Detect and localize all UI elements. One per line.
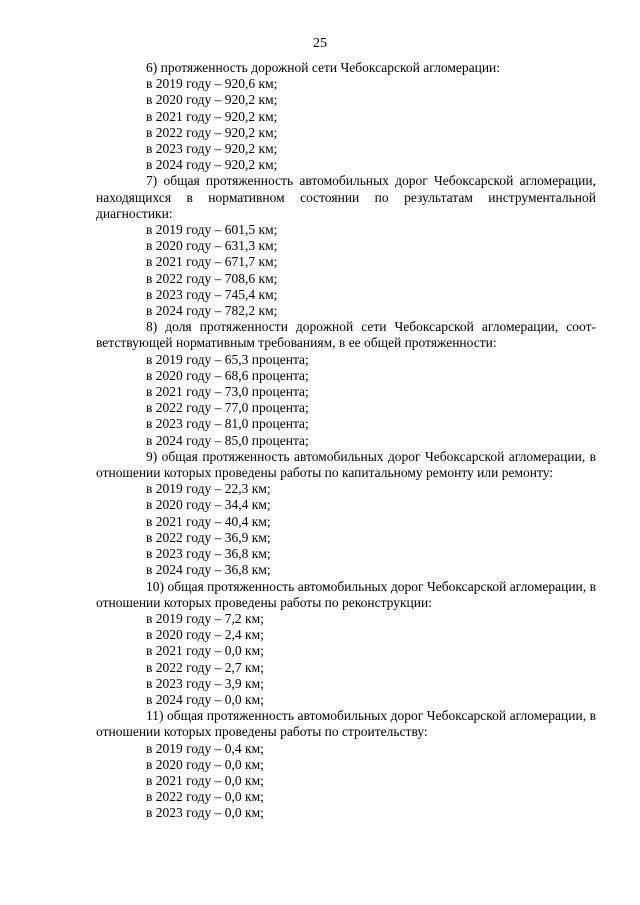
- list-item: в 2022 году – 2,7 км;: [146, 659, 264, 675]
- list-item: в 2020 году – 34,4 км;: [146, 497, 271, 513]
- list-item: в 2024 году – 36,8 км;: [146, 562, 271, 578]
- list-item: в 2023 году – 81,0 процента;: [146, 416, 309, 432]
- list-item: в 2021 году – 0,0 км;: [146, 772, 264, 788]
- list-item: в 2021 году – 671,7 км;: [146, 254, 278, 270]
- list-item: в 2023 году – 0,0 км;: [146, 805, 264, 821]
- list-item: в 2024 году – 85,0 процента;: [146, 432, 309, 448]
- list-item: в 2020 году – 68,6 процента;: [146, 367, 309, 383]
- list-item: в 2022 году – 708,6 км;: [146, 270, 278, 286]
- list-item: в 2019 году – 65,3 процента;: [146, 351, 309, 367]
- list-item: в 2020 году – 0,0 км;: [146, 756, 264, 772]
- list-item: в 2021 году – 73,0 процента;: [146, 384, 309, 400]
- list-item: в 2022 году – 920,2 км;: [146, 124, 278, 140]
- section-heading: 6) протяженность дорожной сети Чебоксарской агломерации:: [146, 60, 501, 75]
- list-item: в 2019 году – 920,6 км;: [146, 76, 278, 92]
- list-item: в 2022 году – 77,0 процента;: [146, 400, 309, 416]
- list-item: в 2023 году – 920,2 км;: [146, 141, 278, 157]
- list-item: в 2019 году – 7,2 км;: [146, 610, 264, 626]
- list-item: в 2023 году – 36,8 км;: [146, 546, 271, 562]
- list-item: в 2020 году – 2,4 км;: [146, 627, 264, 643]
- section-heading: 9) общая протяженность автомобильных дорог Чебоксарской агломерации, в отношении которых проведены работы по капитальному ремонту или ремонту:: [96, 448, 596, 481]
- section-heading: 11) общая протяженность автомобильных дорог Чебоксарской агломерации, в отношении которых проведены работы по строительству:: [96, 708, 596, 740]
- list-item: в 2022 году – 36,9 км;: [146, 529, 271, 545]
- section-heading: 10) общая протяженность автомобильных дорог Чебоксарской агломерации, в отношении которых проведены работы по реконструкции:: [96, 578, 596, 610]
- list-item: в 2024 году – 782,2 км;: [146, 303, 278, 319]
- list-item: в 2023 году – 745,4 км;: [146, 286, 278, 302]
- section-heading: 7) общая протяженность автомобильных дорог Чебоксарской агломерации, находящихся в нормативном состоянии по результатам инструментальной диагностики:: [96, 173, 596, 221]
- document-body: [96, 60, 596, 822]
- list-item: в 2023 году – 3,9 км;: [146, 675, 264, 691]
- list-item: в 2024 году – 920,2 км;: [146, 157, 278, 173]
- list-item: в 2019 году – 601,5 км;: [146, 222, 278, 238]
- page-number: 25: [313, 36, 327, 51]
- section-heading: 8) доля протяженности дорожной сети Чебоксарской агломерации, соответствующей нормативным требованиям, в ее общей протяженности:: [96, 319, 596, 351]
- list-item: в 2020 году – 631,3 км;: [146, 238, 278, 254]
- list-item: в 2021 году – 920,2 км;: [146, 108, 278, 124]
- list-item: в 2019 году – 0,4 км;: [146, 740, 264, 756]
- list-item: в 2020 году – 920,2 км;: [146, 92, 278, 108]
- list-item: в 2022 году – 0,0 км;: [146, 789, 264, 805]
- list-item: в 2021 году – 40,4 км;: [146, 513, 271, 529]
- list-item: в 2019 году – 22,3 км;: [146, 481, 271, 497]
- list-item: в 2024 году – 0,0 км;: [146, 691, 264, 707]
- list-item: в 2021 году – 0,0 км;: [146, 643, 264, 659]
